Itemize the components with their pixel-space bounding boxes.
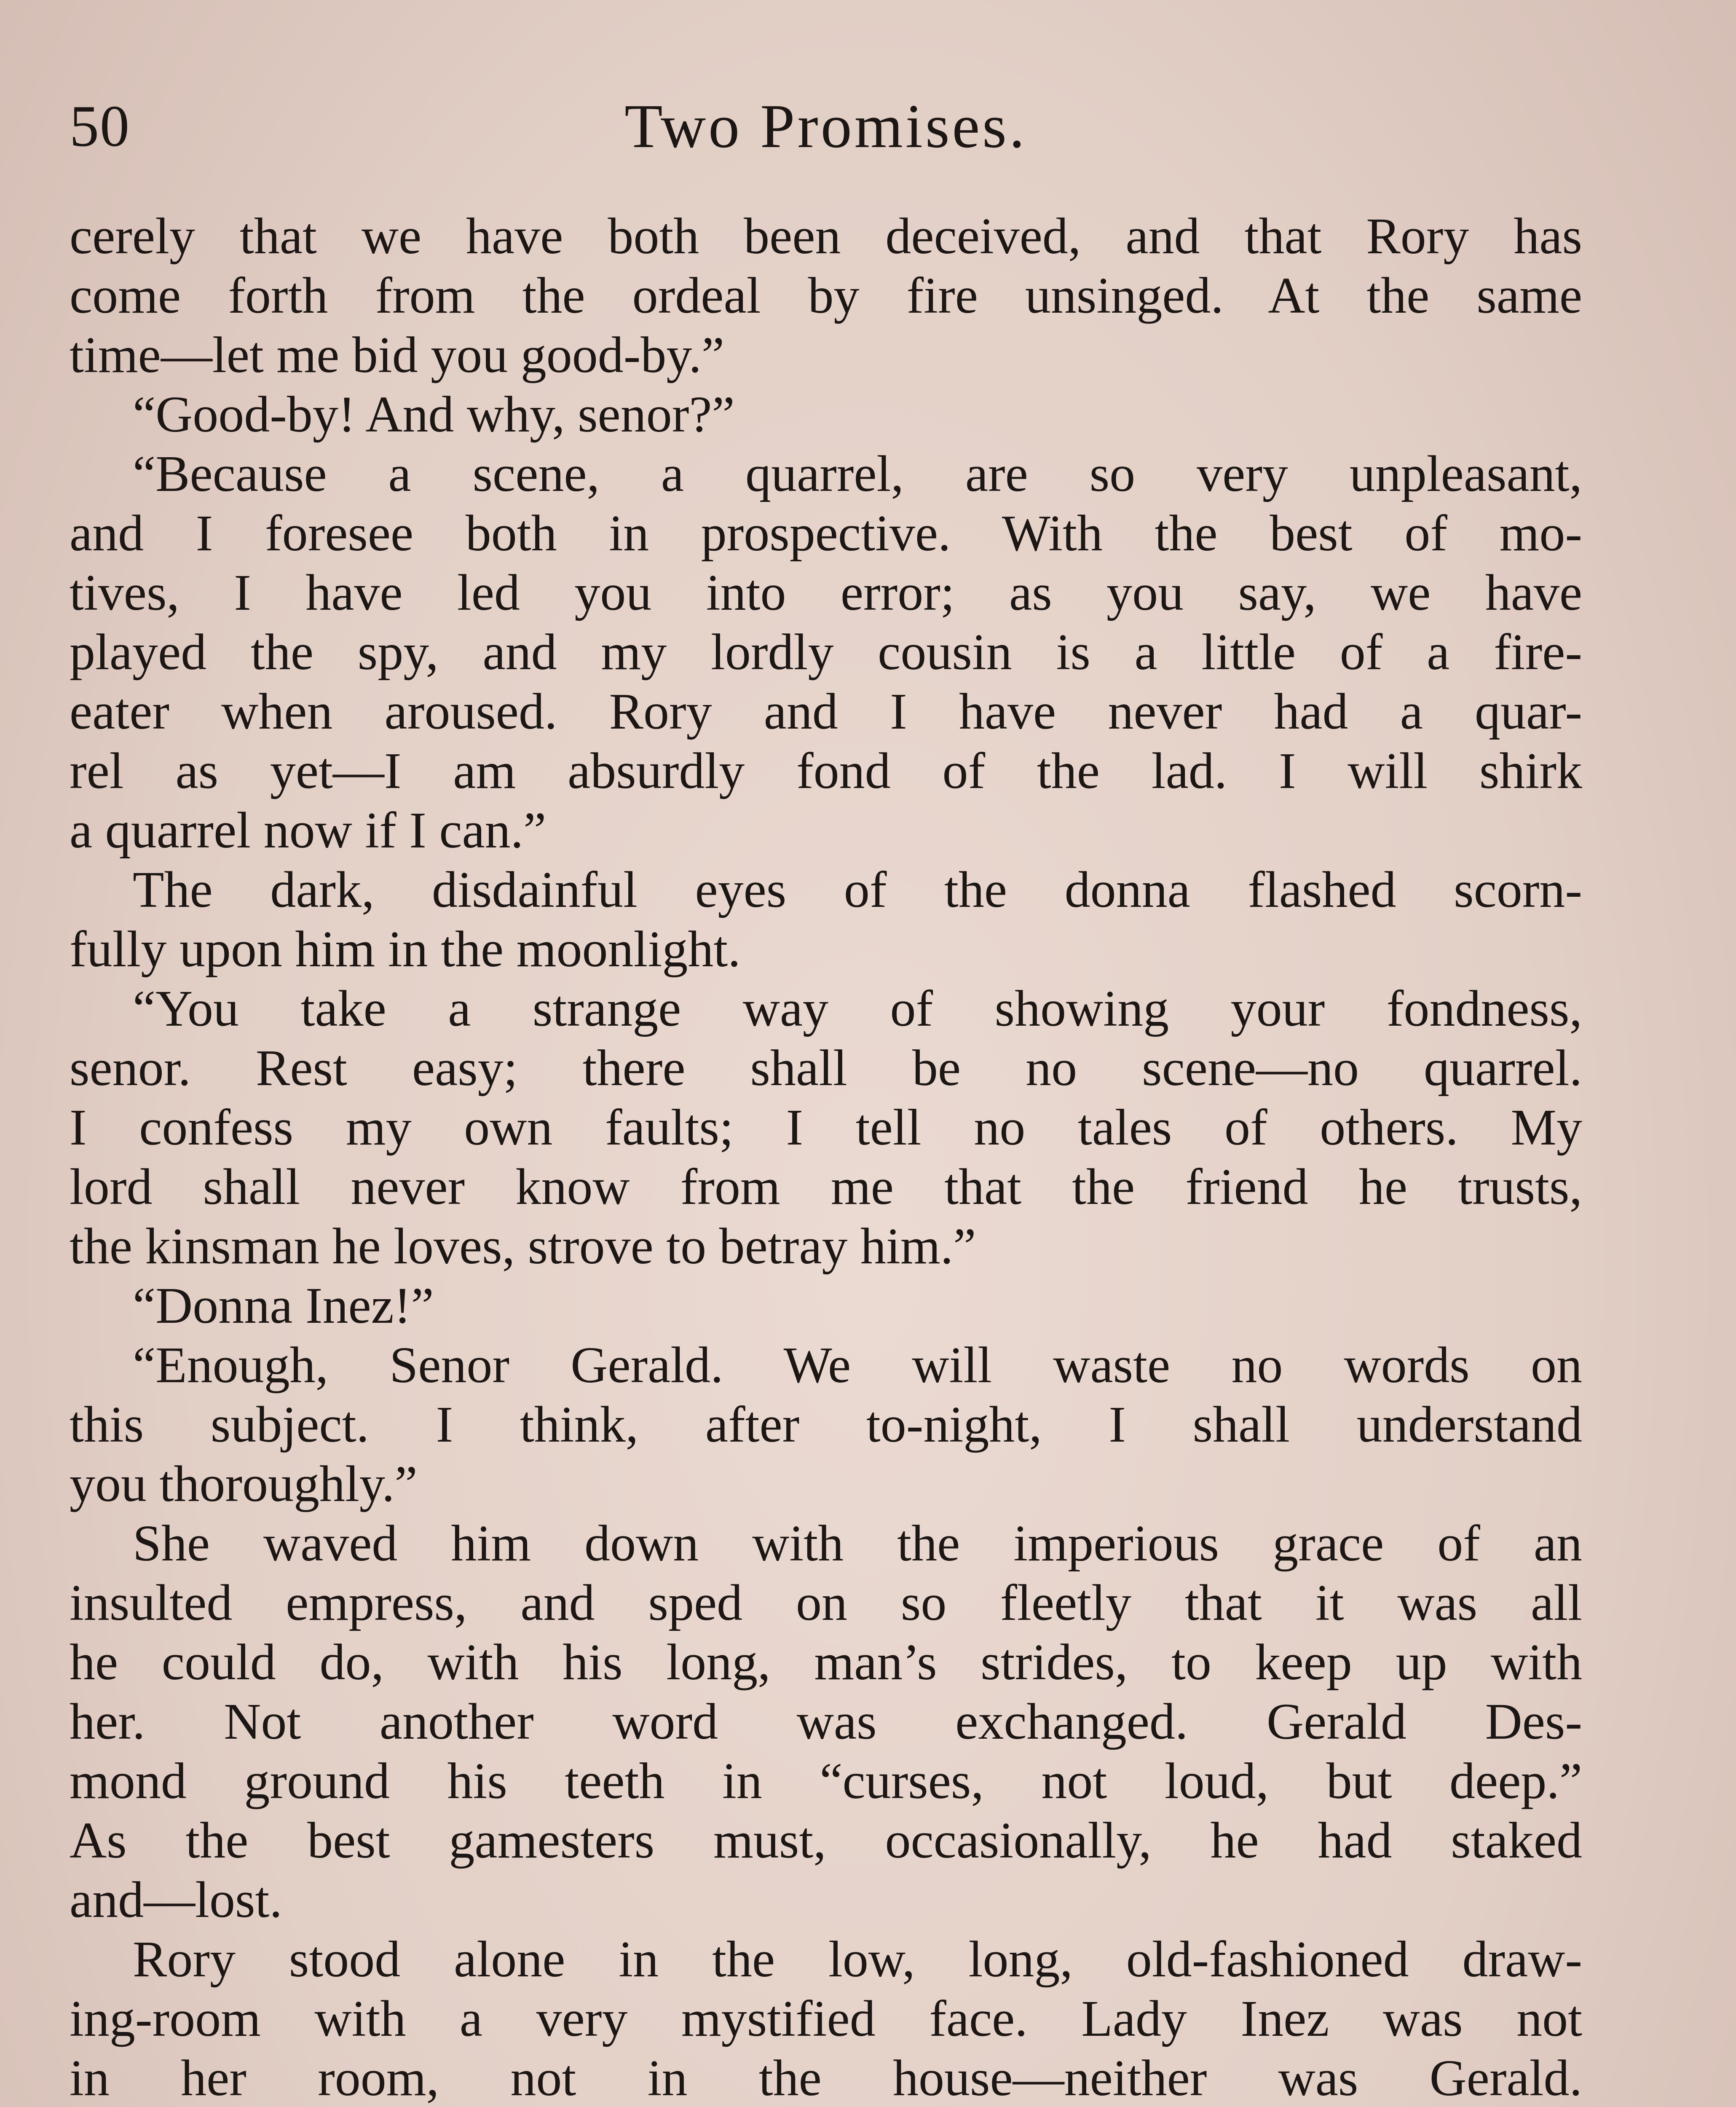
text-line: The dark, disdainful eyes of the donna flashed scorn- — [133, 861, 1582, 918]
text-line: the kinsman he loves, strove to betray him.” — [70, 1218, 976, 1275]
text-line: a quarrel now if I can.” — [70, 802, 547, 859]
text-line: he could do, with his long, man’s strides, to keep up with — [70, 1634, 1582, 1691]
text-line: “Good-by! And why, senor?” — [133, 386, 735, 443]
text-line: ing-room with a very mystified face. Lady Inez was not — [70, 1990, 1582, 2047]
text-line: lord shall never know from me that the friend he trusts, — [70, 1158, 1582, 1215]
text-line: played the spy, and my lordly cousin is a little of a fire- — [70, 624, 1582, 681]
text-line: insulted empress, and sped on so fleetly that it was all — [70, 1574, 1582, 1631]
text-line: “Enough, Senor Gerald. We will waste no words on — [133, 1337, 1582, 1394]
text-line: tives, I have led you into error; as you say, we have — [70, 564, 1582, 621]
text-line: rel as yet—I am absurdly fond of the lad. I will shirk — [70, 743, 1582, 799]
text-line: you thoroughly.” — [70, 1456, 418, 1512]
text-line: fully upon him in the moonlight. — [70, 921, 741, 978]
running-title: Two Promises. — [624, 92, 1027, 161]
text-line: in her room, not in the house—neither was Gerald. — [70, 2050, 1582, 2107]
text-line: come forth from the ordeal by fire unsinged. At the same — [70, 267, 1582, 324]
text-line: “Because a scene, a quarrel, are so very unpleasant, — [133, 445, 1582, 502]
page-number: 50 — [70, 94, 130, 159]
text-line: I confess my own faults; I tell no tales of others. My — [70, 1099, 1582, 1156]
text-line: senor. Rest easy; there shall be no scene—no quarrel. — [70, 1040, 1582, 1096]
page-header — [70, 84, 1582, 169]
text-line: and—lost. — [70, 1871, 282, 1928]
text-line: She waved him down with the imperious grace of an — [133, 1515, 1582, 1572]
text-line: eater when aroused. Rory and I have never had a quar- — [70, 683, 1582, 740]
text-line: time—let me bid you good-by.” — [70, 327, 725, 383]
text-line: and I foresee both in prospective. With the best of mo- — [70, 505, 1582, 562]
text-line: mond ground his teeth in “curses, not loud, but deep.” — [70, 1753, 1582, 1809]
text-line: “You take a strange way of showing your fondness, — [133, 980, 1582, 1037]
text-line: cerely that we have both been deceived, and that Rory has — [70, 208, 1582, 265]
text-line: her. Not another word was exchanged. Gerald Des- — [70, 1693, 1582, 1750]
text-line: this subject. I think, after to-night, I shall understand — [70, 1396, 1582, 1453]
text-line: Rory stood alone in the low, long, old-fashioned draw- — [133, 1931, 1582, 1988]
text-line: As the best gamesters must, occasionally, he had staked — [70, 1812, 1582, 1869]
body-text — [70, 206, 1582, 2107]
text-line: “Donna Inez!” — [133, 1277, 434, 1334]
